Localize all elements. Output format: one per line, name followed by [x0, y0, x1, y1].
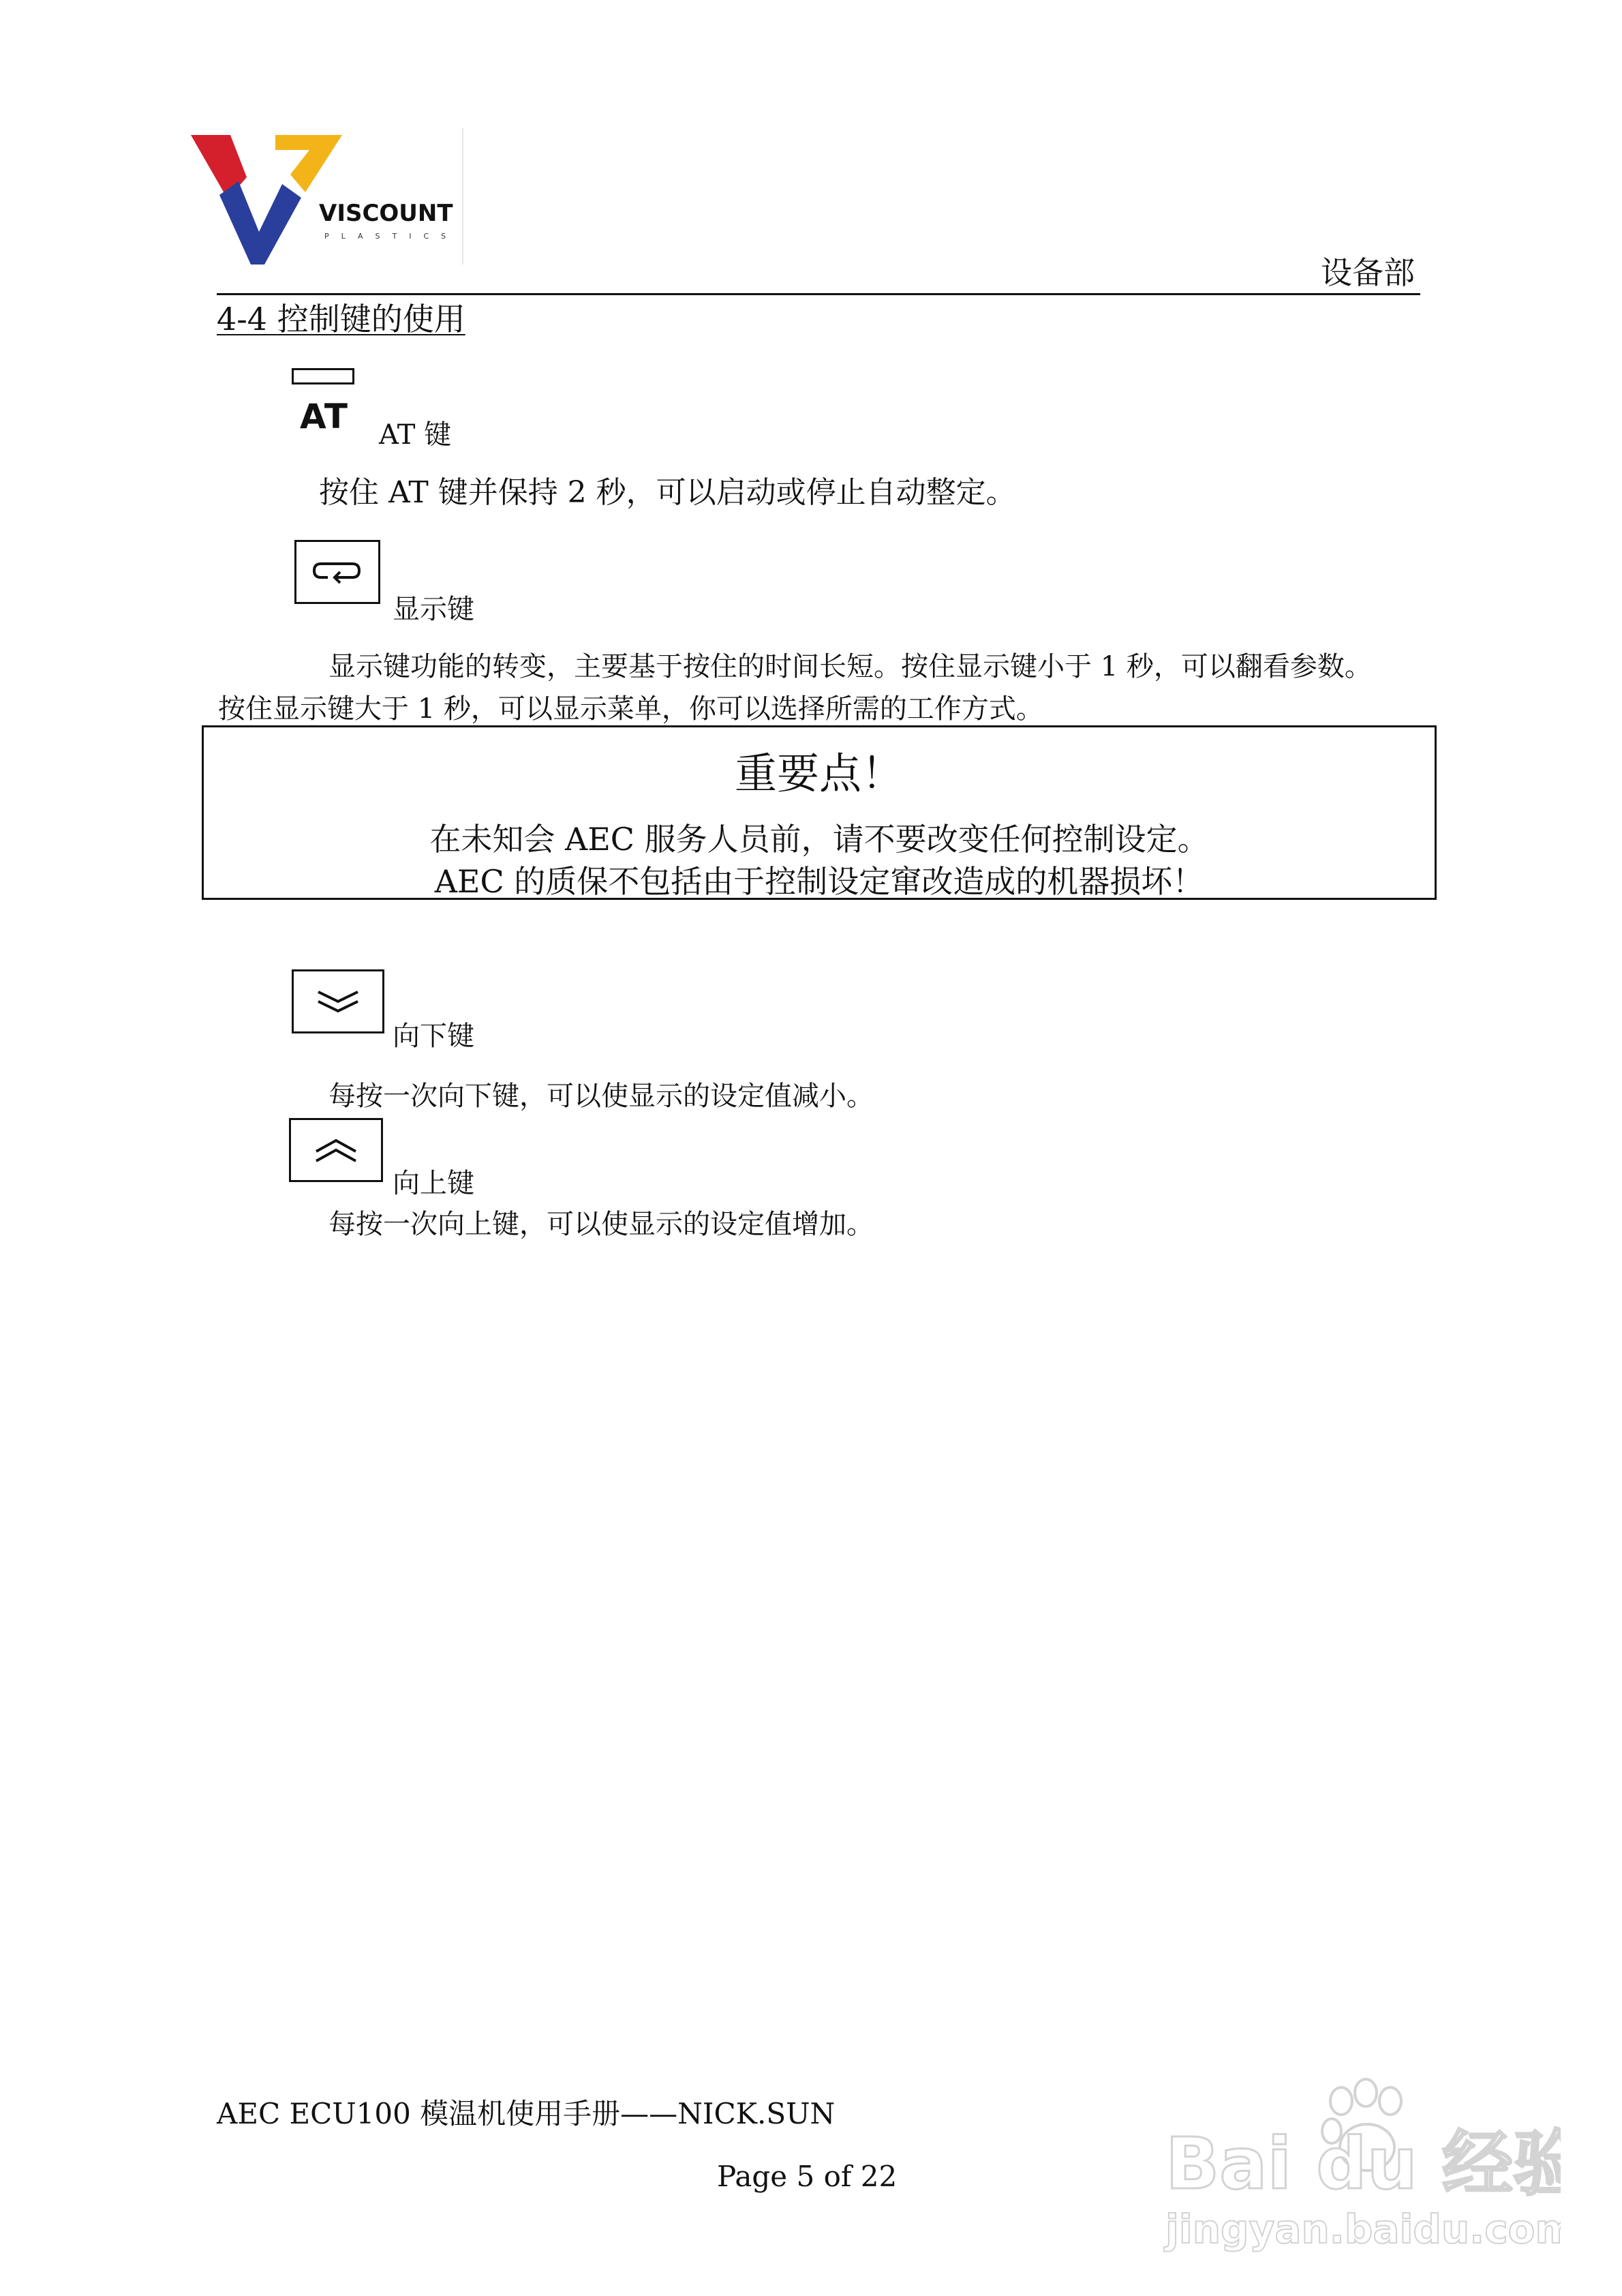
- department-label: 设备部: [1321, 254, 1415, 291]
- important-notice-box: [202, 725, 1437, 900]
- display-key-icon: [294, 540, 380, 604]
- display-key-label: 显示键: [393, 594, 474, 625]
- logo-text: VISCOUNT: [319, 200, 453, 227]
- at-key-label: AT 键: [379, 419, 452, 451]
- notice-title: 重要点！: [734, 749, 904, 798]
- baidu-watermark: [1152, 2072, 1561, 2263]
- notice-line-1: 在未知会 AEC 服务人员前，请不要改变任何控制设定。: [429, 821, 1209, 858]
- up-key-label: 向上键: [393, 1168, 474, 1199]
- watermark-url: jingyan.baidu.com: [1165, 2206, 1561, 2252]
- logo-subtext: PLASTICS: [324, 232, 459, 241]
- section-title: 4-4 控制键的使用: [217, 301, 465, 337]
- up-key-icon: [289, 1118, 383, 1182]
- down-key-label: 向下键: [393, 1021, 474, 1052]
- up-key-description: 每按一次向上键，可以使显示的设定值增加。: [328, 1209, 874, 1240]
- footer-page-number: Page 5 of 22: [717, 2160, 898, 2193]
- at-key-icon: AT: [300, 397, 348, 436]
- logo-divider: [462, 128, 463, 265]
- viscount-logo: [188, 130, 474, 266]
- display-key-description-2: 按住显示键大于 1 秒，可以显示菜单，你可以选择所需的工作方式。: [218, 693, 1043, 725]
- display-key-description-1: 显示键功能的转变，主要基于按住的时间长短。按住显示键小于 1 秒，可以翻看参数。: [328, 651, 1372, 682]
- footer-manual-title: AEC ECU100 模温机使用手册——NICK.SUN: [217, 2097, 836, 2130]
- watermark-brand: Bai du 经验: [1165, 2122, 1561, 2205]
- notice-line-2: AEC 的质保不包括由于控制设定窜改造成的机器损坏！: [434, 863, 1204, 900]
- at-key-display-frame: [292, 368, 354, 384]
- at-key-description: 按住 AT 键并保持 2 秒，可以启动或停止自动整定。: [319, 475, 1016, 510]
- down-key-icon: [292, 969, 384, 1033]
- down-key-description: 每按一次向下键，可以使显示的设定值减小。: [328, 1081, 874, 1112]
